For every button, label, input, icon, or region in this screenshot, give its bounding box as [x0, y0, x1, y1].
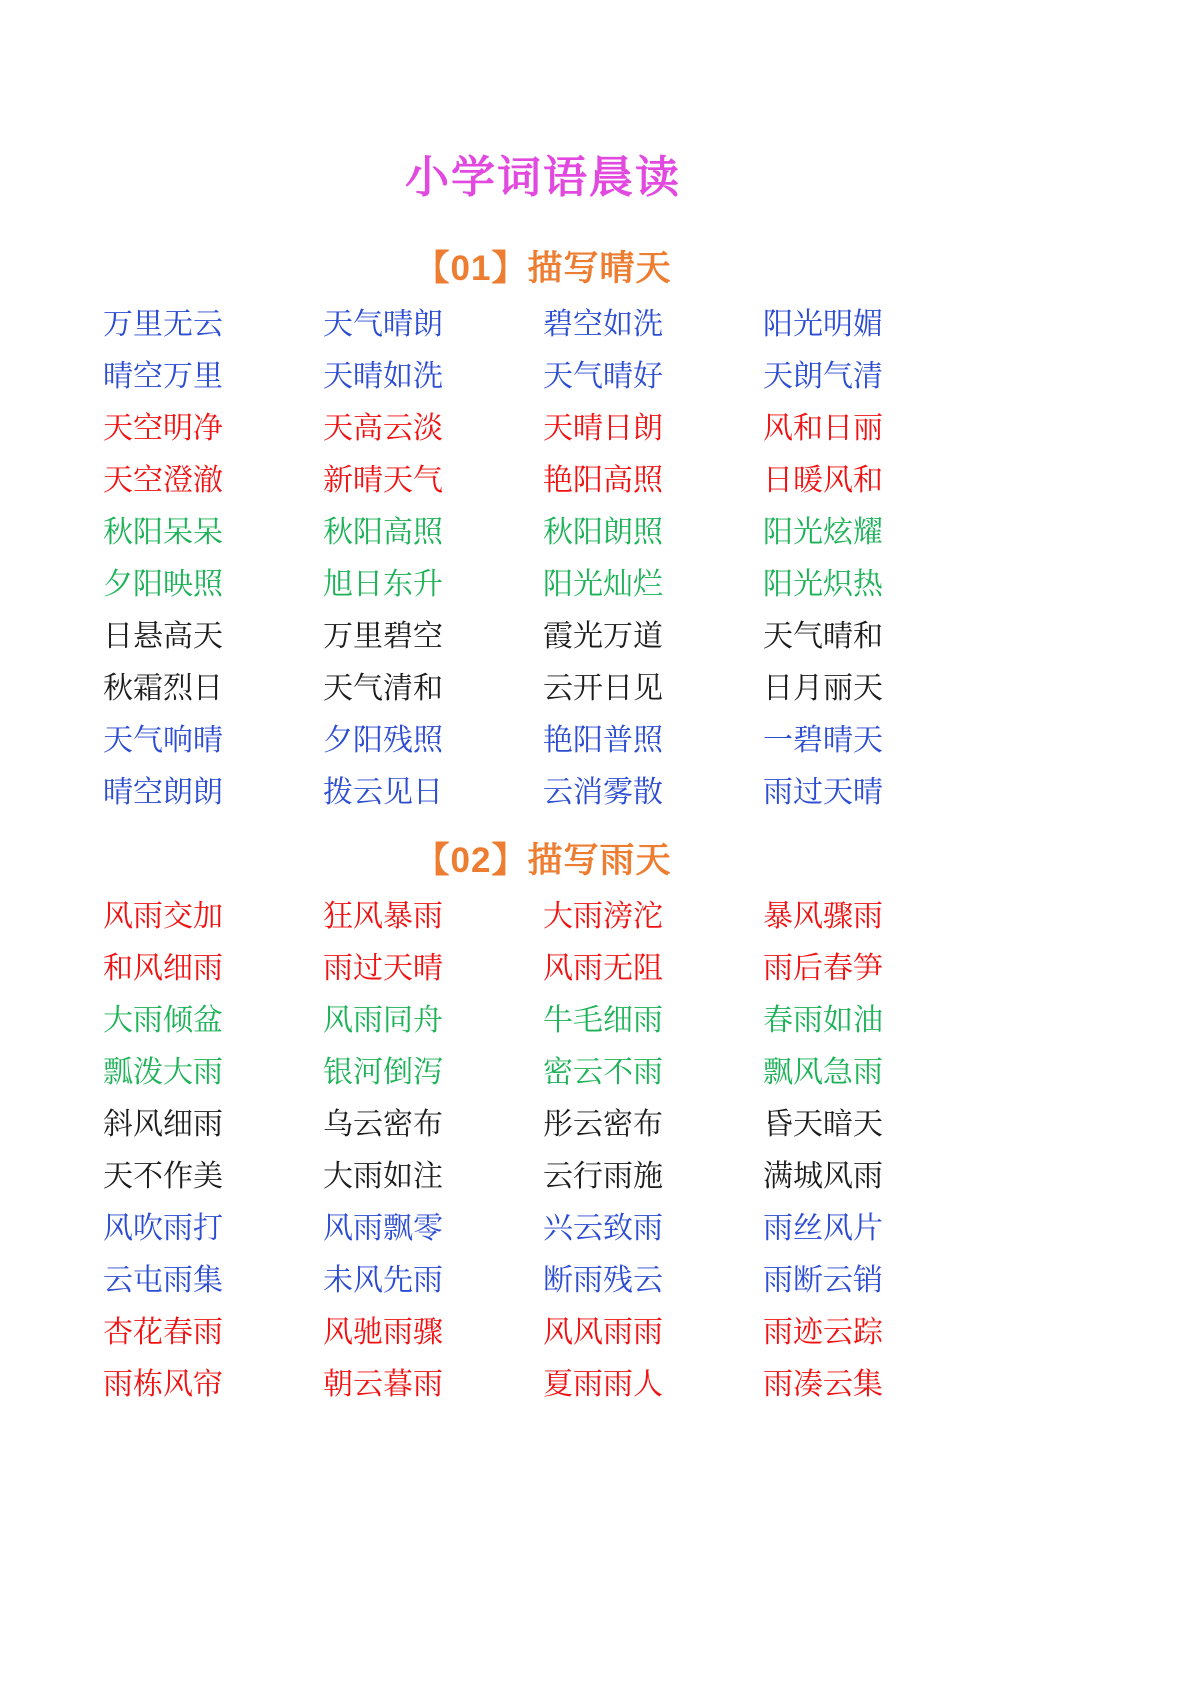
- word-cell: 银河倒泻: [323, 1056, 443, 1089]
- word-cell: 天不作美: [103, 1160, 223, 1193]
- word-cell: 夕阳残照: [323, 724, 443, 757]
- word-cell: 秋阳高照: [323, 516, 443, 549]
- word-cell: 断雨残云: [543, 1264, 663, 1297]
- word-cell: 秋霜烈日: [103, 672, 223, 705]
- page-title: 小学词语晨读: [405, 153, 681, 202]
- word-cell: 风雨交加: [103, 900, 223, 933]
- word-cell: 艳阳普照: [543, 724, 663, 757]
- word-cell: 风风雨雨: [543, 1316, 663, 1349]
- word-cell: 天气晴好: [543, 360, 663, 393]
- section-header: 【02】描写雨天: [414, 841, 672, 880]
- word-cell: 天空明净: [103, 412, 223, 445]
- word-section: [103, 837, 983, 1411]
- word-grid: [103, 891, 983, 1411]
- word-cell: 牛毛细雨: [543, 1004, 663, 1037]
- document-content: [103, 0, 983, 1411]
- word-cell: 大雨如注: [323, 1160, 443, 1193]
- word-cell: 大雨倾盆: [103, 1004, 223, 1037]
- word-cell: 新晴天气: [323, 464, 443, 497]
- word-cell: 碧空如洗: [543, 308, 663, 341]
- word-cell: 一碧晴天: [763, 724, 883, 757]
- word-cell: 狂风暴雨: [323, 900, 443, 933]
- word-cell: 晴空万里: [103, 360, 223, 393]
- word-cell: 云开日见: [543, 672, 663, 705]
- word-cell: 风驰雨骤: [323, 1316, 443, 1349]
- word-cell: 云消雾散: [543, 776, 663, 809]
- word-cell: 和风细雨: [103, 952, 223, 985]
- word-cell: 阳光灿烂: [543, 568, 663, 601]
- word-cell: 万里无云: [103, 308, 223, 341]
- word-cell: 云行雨施: [543, 1160, 663, 1193]
- word-cell: 大雨滂沱: [543, 900, 663, 933]
- word-cell: 飘风急雨: [763, 1056, 883, 1089]
- word-cell: 万里碧空: [323, 620, 443, 653]
- word-cell: 天晴日朗: [543, 412, 663, 445]
- word-cell: 瓢泼大雨: [103, 1056, 223, 1089]
- word-cell: 风和日丽: [763, 412, 883, 445]
- sections-container: [103, 245, 983, 1411]
- word-cell: 未风先雨: [323, 1264, 443, 1297]
- word-cell: 日暖风和: [763, 464, 883, 497]
- word-cell: 阳光炽热: [763, 568, 883, 601]
- word-cell: 夕阳映照: [103, 568, 223, 601]
- word-cell: 云屯雨集: [103, 1264, 223, 1297]
- word-cell: 日月丽天: [763, 672, 883, 705]
- word-cell: 风雨同舟: [323, 1004, 443, 1037]
- word-cell: 朝云暮雨: [323, 1368, 443, 1401]
- word-cell: 风雨无阻: [543, 952, 663, 985]
- word-cell: 满城风雨: [763, 1160, 883, 1193]
- word-cell: 艳阳高照: [543, 464, 663, 497]
- word-section: [103, 245, 983, 819]
- word-cell: 拨云见日: [323, 776, 443, 809]
- word-cell: 密云不雨: [543, 1056, 663, 1089]
- word-cell: 雨迹云踪: [763, 1316, 883, 1349]
- word-cell: 风吹雨打: [103, 1212, 223, 1245]
- word-cell: 乌云密布: [323, 1108, 443, 1141]
- word-cell: 兴云致雨: [543, 1212, 663, 1245]
- word-grid: [103, 299, 983, 819]
- word-cell: 天朗气清: [763, 360, 883, 393]
- word-cell: 雨凑云集: [763, 1368, 883, 1401]
- word-cell: 春雨如油: [763, 1004, 883, 1037]
- word-cell: 雨过天晴: [323, 952, 443, 985]
- word-cell: 天高云淡: [323, 412, 443, 445]
- word-cell: 雨断云销: [763, 1264, 883, 1297]
- word-cell: 彤云密布: [543, 1108, 663, 1141]
- word-cell: 晴空朗朗: [103, 776, 223, 809]
- word-cell: 雨过天晴: [763, 776, 883, 809]
- word-cell: 秋阳朗照: [543, 516, 663, 549]
- word-cell: 昏天暗天: [763, 1108, 883, 1141]
- word-cell: 雨栋风帘: [103, 1368, 223, 1401]
- word-cell: 天气晴朗: [323, 308, 443, 341]
- word-cell: 阳光明媚: [763, 308, 883, 341]
- word-cell: 天气晴和: [763, 620, 883, 653]
- word-cell: 日悬高天: [103, 620, 223, 653]
- word-cell: 旭日东升: [323, 568, 443, 601]
- word-cell: 天气响晴: [103, 724, 223, 757]
- word-cell: 杏花春雨: [103, 1316, 223, 1349]
- word-cell: 天空澄澈: [103, 464, 223, 497]
- word-cell: 天气清和: [323, 672, 443, 705]
- word-cell: 风雨飘零: [323, 1212, 443, 1245]
- word-cell: 霞光万道: [543, 620, 663, 653]
- word-cell: 秋阳呆呆: [103, 516, 223, 549]
- word-cell: 阳光炫耀: [763, 516, 883, 549]
- word-cell: 夏雨雨人: [543, 1368, 663, 1401]
- word-cell: 雨丝风片: [763, 1212, 883, 1245]
- word-cell: 天晴如洗: [323, 360, 443, 393]
- word-cell: 斜风细雨: [103, 1108, 223, 1141]
- word-cell: 雨后春笋: [763, 952, 883, 985]
- section-header: 【01】描写晴天: [414, 249, 672, 288]
- word-cell: 暴风骤雨: [763, 900, 883, 933]
